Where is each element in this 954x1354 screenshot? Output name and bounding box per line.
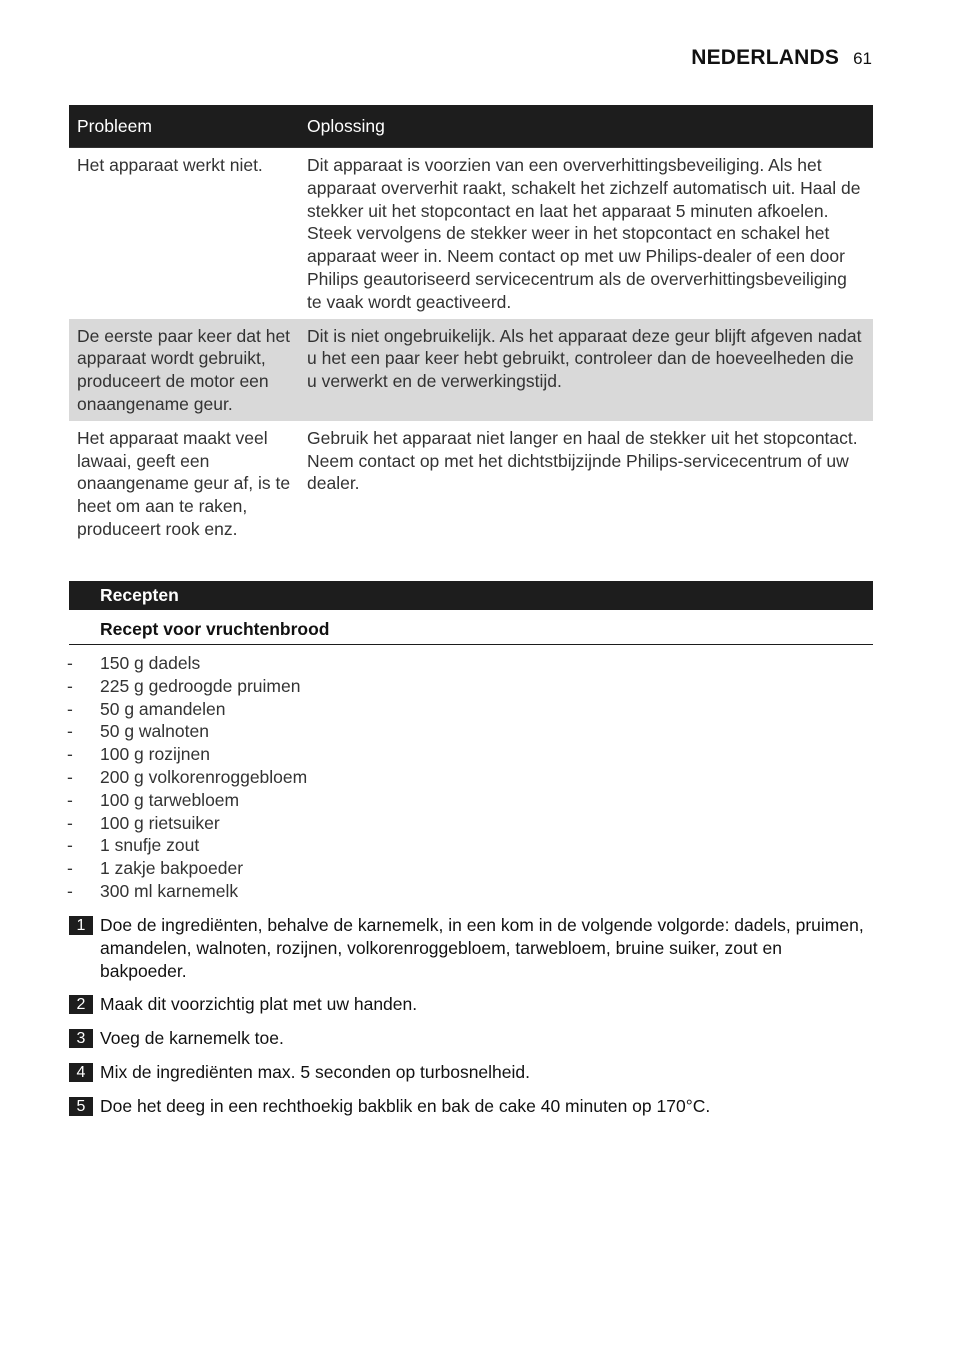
- solution-cell: Dit apparaat is voorzien van een oververhittingsbeveiliging. Als het apparaat oververhit raakt, schakelt het zichzelf automatisch uit. Haal de stekker uit het stopcontact en laat het apparaat 5 minuten afkoelen. Steek vervolgens de stekker weer in het stopcontact en schakel het apparaat weer in. Neem contact op met uw Philips-dealer of een door Philips geautoriseerd servicecentrum als de oververhittingsbeveiliging te vaak wordt geactiveerd.: [299, 148, 873, 319]
- language-label: NEDERLANDS: [691, 46, 840, 69]
- troubleshooting-table: [69, 105, 873, 546]
- column-header-problem: Probleem: [69, 105, 299, 148]
- list-item: - 100 g rozijnen: [67, 744, 210, 765]
- list-item: - 300 ml karnemelk: [67, 880, 239, 901]
- page-number: 61: [853, 49, 872, 68]
- section-title: Recepten: [69, 581, 873, 610]
- step-item: [69, 993, 873, 1016]
- ingredient-list: [67, 652, 307, 903]
- table-row: [69, 421, 873, 546]
- step-item: [69, 914, 873, 982]
- problem-cell: Het apparaat werkt niet.: [69, 148, 299, 319]
- step-number-badge: 3: [69, 1029, 93, 1048]
- column-header-solution: Oplossing: [299, 105, 873, 148]
- step-text: Doe de ingrediënten, behalve de karnemelk, in een kom in de volgende volgorde: dadels, pruimen, amandelen, walnoten, rozijnen, volkorenroggebloem, tarwebloem, bruine suiker, zout en bakpoeder.: [100, 915, 864, 981]
- step-item: [69, 1027, 873, 1050]
- solution-cell: Dit is niet ongebruikelijk. Als het apparaat deze geur blijft afgeven nadat u het een paar keer hebt gebruikt, controleer dan de hoeveelheden die u verwerkt en de verwerkingstijd.: [299, 319, 873, 421]
- recipe-title: Recept voor vruchtenbrood: [69, 617, 873, 645]
- list-item: - 200 g volkorenroggebloem: [67, 766, 308, 787]
- solution-cell: Gebruik het apparaat niet langer en haal de stekker uit het stopcontact. Neem contact op met het dichtstbijzijnde Philips-servicecentrum of uw dealer.: [307, 427, 858, 494]
- instruction-steps: [69, 914, 873, 1129]
- list-item: - 100 g rietsuiker: [67, 812, 220, 833]
- list-item: - 1 snufje zout: [67, 835, 200, 856]
- step-text: Mix de ingrediënten max. 5 seconden op turbosnelheid.: [100, 1061, 530, 1082]
- table-header-row: [69, 105, 873, 148]
- step-item: [69, 1095, 873, 1118]
- step-text: Doe het deeg in een rechthoekig bakblik en bak de cake 40 minuten op 170°C.: [100, 1095, 711, 1116]
- step-item: [69, 1061, 873, 1084]
- list-item: - 50 g walnoten: [67, 721, 209, 742]
- list-item: - 50 g amandelen: [67, 698, 226, 719]
- step-number-badge: 4: [69, 1063, 93, 1082]
- list-item: - 150 g dadels: [67, 653, 201, 673]
- step-text: Voeg de karnemelk toe.: [100, 1028, 284, 1049]
- step-text: Maak dit voorzichtig plat met uw handen.: [100, 994, 418, 1015]
- step-number-badge: 2: [69, 995, 93, 1014]
- step-number-badge: 5: [69, 1097, 93, 1116]
- list-item: - 100 g tarwebloem: [67, 789, 240, 810]
- problem-cell: De eerste paar keer dat het apparaat wordt gebruikt, produceert de motor een onaangename geur.: [69, 319, 299, 421]
- list-item: - 225 g gedroogde pruimen: [67, 675, 301, 696]
- problem-cell: Het apparaat maakt veel lawaai, geeft een onaangename geur af, is te heet om aan te raken, produceert rook enz.: [77, 427, 291, 539]
- list-item: - 1 zakje bakpoeder: [67, 858, 244, 879]
- step-number-badge: 1: [69, 916, 93, 935]
- table-row: [69, 319, 873, 421]
- table-row: [69, 148, 873, 319]
- page-header: [691, 46, 872, 70]
